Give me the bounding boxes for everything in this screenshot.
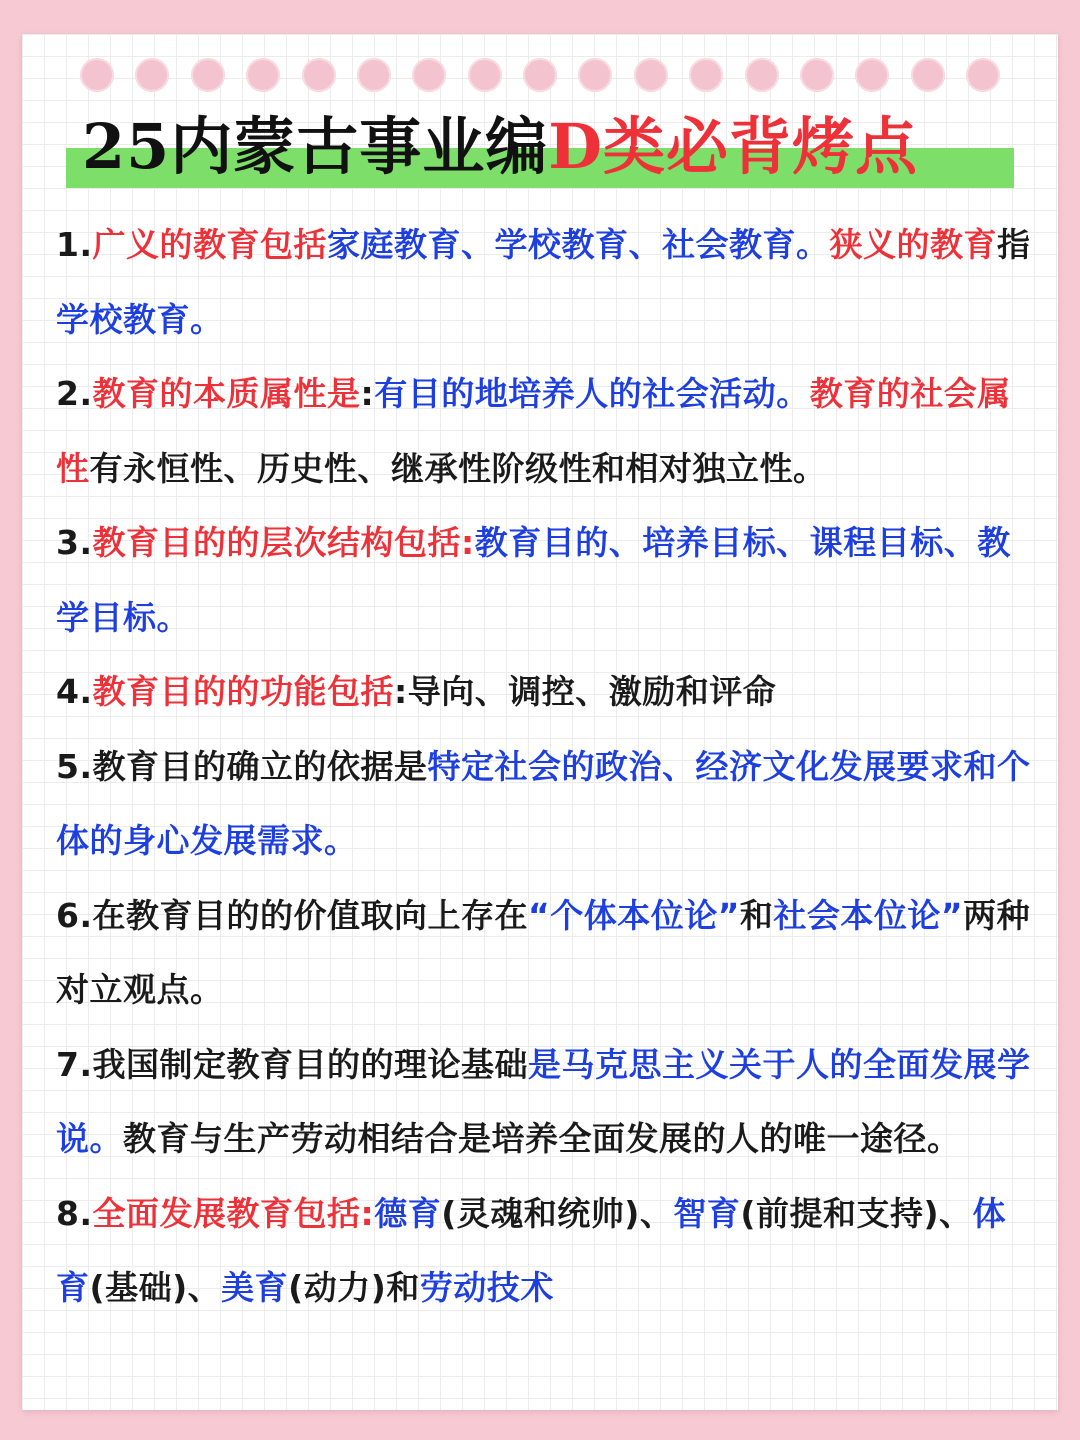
title-black-part: 25内蒙古事业编 [82, 110, 549, 183]
text-segment: 教育目的的层次结构包括: [92, 523, 475, 562]
text-segment: 学校教育。 [56, 299, 224, 339]
text-segment: (前提和支持)、 [740, 1193, 973, 1233]
text-segment: “个体本位论” [528, 895, 740, 935]
text-segment: 教育目的、培养目标、课程目标、教学目标。 [56, 523, 1011, 637]
binder-hole [135, 58, 169, 92]
binder-hole [523, 58, 557, 92]
binder-hole [689, 58, 723, 92]
text-segment: 社会本位论” [773, 895, 964, 935]
title-red-part: D类必背烤点 [548, 110, 919, 183]
text-segment: 德育 [374, 1193, 442, 1233]
text-segment: 两种对立观点。 [56, 895, 1031, 1009]
text-segment: 1. [56, 225, 93, 264]
binder-hole [634, 58, 668, 92]
text-segment: (灵魂和统帅)、 [441, 1193, 674, 1233]
text-segment: 特定社会的政治、经济文化发展要求和个体的身心发展需求。 [56, 746, 1031, 860]
text-segment: (动力)和 [288, 1268, 420, 1307]
binder-hole [800, 58, 834, 92]
study-point-5 [56, 730, 1036, 879]
text-segment: 体育 [56, 1193, 1007, 1307]
study-point-7 [56, 1028, 1036, 1177]
binder-holes [80, 58, 1000, 92]
text-segment: 家庭教育、学校教育、社会教育。 [327, 225, 830, 264]
binder-hole [468, 58, 502, 92]
binder-hole [246, 58, 280, 92]
binder-hole [966, 58, 1000, 92]
binder-hole [80, 58, 114, 92]
binder-hole [412, 58, 446, 92]
text-segment: 6.在教育目的的价值取向上存在 [56, 895, 528, 935]
study-point-3 [56, 506, 1036, 655]
text-segment: 8. [56, 1193, 93, 1233]
text-segment: 有永恒性、历史性、继承性阶级性和相对独立性。 [89, 448, 827, 488]
text-segment: 和 [739, 895, 774, 935]
text-segment: 全面发展教育包括: [92, 1193, 375, 1233]
study-point-8 [56, 1177, 1036, 1326]
text-segment: 7.我国制定教育目的的理论基础 [56, 1044, 528, 1084]
text-segment: 美育 [221, 1268, 289, 1307]
text-segment: 广义的教育包括 [92, 225, 327, 264]
text-segment: 劳动技术 [419, 1268, 554, 1307]
text-segment: 5.教育目的确立的依据是 [56, 746, 428, 786]
text-segment: 教育与生产劳动相结合是培养全面发展的人的唯一途径。 [123, 1119, 961, 1158]
study-point-2 [56, 357, 1036, 506]
binder-hole [745, 58, 779, 92]
study-point-6 [56, 879, 1036, 1028]
text-segment: 4. [56, 672, 93, 711]
text-segment: 是马克思主义关于人的全面发展学说。 [56, 1044, 1031, 1158]
text-segment: 教育目的的功能包括 [92, 672, 394, 711]
binder-hole [911, 58, 945, 92]
text-segment: 3. [56, 523, 93, 562]
binder-hole [302, 58, 336, 92]
text-segment: 2. [56, 374, 93, 413]
text-segment: 狭义的教育 [829, 225, 997, 264]
binder-hole [191, 58, 225, 92]
binder-hole [357, 58, 391, 92]
text-segment: 指 [997, 225, 1031, 264]
study-point-4 [56, 655, 1036, 730]
text-segment: (基础)、 [89, 1268, 222, 1307]
study-points-list [56, 208, 1036, 1326]
text-segment: 教育的本质属性是 [92, 374, 361, 413]
study-point-1 [56, 208, 1036, 357]
binder-hole [578, 58, 612, 92]
binder-hole [855, 58, 889, 92]
text-segment: 教育的社会属性 [56, 374, 1011, 488]
text-segment: : [360, 374, 375, 413]
text-segment: 智育 [673, 1193, 741, 1233]
page-title [66, 104, 1014, 190]
text-segment: 有目的地培养人的社会活动。 [374, 374, 810, 413]
text-segment: :导向、调控、激励和评命 [394, 672, 777, 711]
